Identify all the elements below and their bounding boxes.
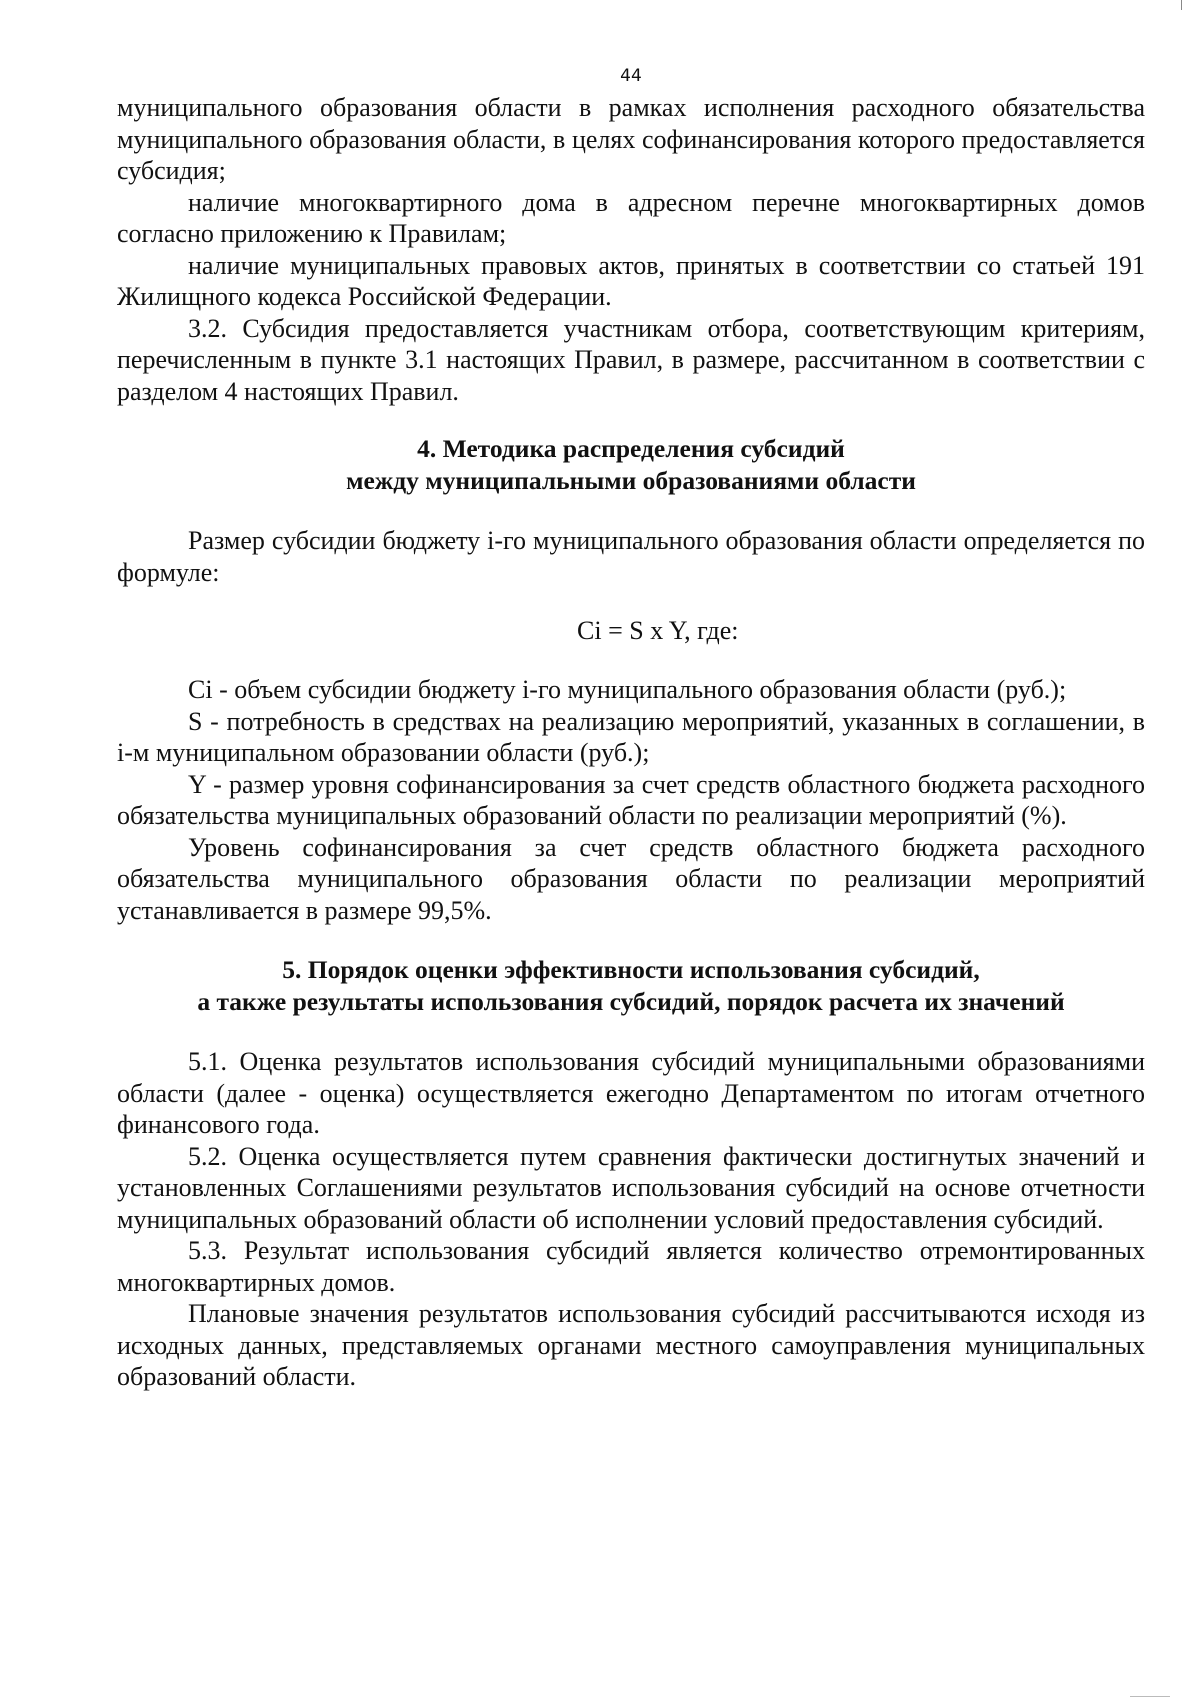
paragraph-criterion-address-list: наличие многоквартирного дома в адресном перечне многоквартирных домов согласно приложению к Правилам; xyxy=(117,187,1145,248)
document-page xyxy=(117,60,1145,1393)
cofinancing-level: Уровень софинансирования за счет средств областного бюджета расходного обязательства муниципального образования области по реализации мероприятий устанавливается в размере 99,5%. xyxy=(117,832,1145,925)
paragraph-5-3: 5.3. Результат использования субсидий является количество отремонтированных многоквартирных домов. xyxy=(117,1236,1145,1297)
paragraph-5-2: 5.2. Оценка осуществляется путем сравнения фактически достигнутых значений и установленных Соглашениями результатов использования субсидий на основе отчетности муниципальных образований области об исполнении условий предоставления субсидий. xyxy=(117,1141,1145,1234)
scan-artifact-top-right xyxy=(1181,0,1182,10)
paragraph-3-2: 3.2. Субсидия предоставляется участникам отбора, соответствующим критериям, перечисленным в пункте 3.1 настоящих Правил, в размере, рассчитанном в соответствии с разделом 4 настоящих Правил. xyxy=(117,313,1145,406)
definition-y: Y - размер уровня софинансирования за счет средств областного бюджета расходного обязательства муниципальных образований области по реализации мероприятий (%). xyxy=(117,769,1145,830)
paragraph-planned-values: Плановые значения результатов использования субсидий рассчитываются исходя из исходных данных, представляемых органами местного самоуправления муниципальных образований области. xyxy=(117,1299,1145,1391)
section-5-heading-line1: 5. Порядок оценки эффективности использования субсидий, xyxy=(282,955,980,984)
section-4-heading-line2: между муниципальными образованиями области xyxy=(346,466,916,495)
paragraph-continuation: муниципального образования области в рамках исполнения расходного обязательства муниципального образования области, в целях софинансирования которого предоставляется субсидия; xyxy=(117,93,1145,185)
section-4-heading xyxy=(117,433,1145,497)
section-4-intro: Размер субсидии бюджету i-го муниципального образования области определяется по формуле: xyxy=(117,526,1145,587)
section-5-heading xyxy=(117,954,1145,1018)
section-4-heading-line1: 4. Методика распределения субсидий xyxy=(417,434,845,463)
section-5-heading-line2: а также результаты использования субсидий, порядок расчета их значений xyxy=(197,987,1065,1016)
definition-s: S - потребность в средствах на реализацию мероприятий, указанных в соглашении, в i-м муниципальном образовании области (руб.); xyxy=(117,706,1145,767)
formula: Ci = S x Y, где: xyxy=(577,616,739,645)
paragraph-criterion-legal-acts: наличие муниципальных правовых актов, принятых в соответствии со статьей 191 Жилищного кодекса Российской Федерации. xyxy=(117,250,1145,311)
page-number: 44 xyxy=(620,66,642,86)
paragraph-5-1: 5.1. Оценка результатов использования субсидий муниципальными образованиями области (далее - оценка) осуществляется ежегодно Департаментом по итогам отчетного финансового года. xyxy=(117,1047,1145,1139)
definition-ci: Ci - объем субсидии бюджету i-го муниципального образования области (руб.); xyxy=(188,675,1067,704)
